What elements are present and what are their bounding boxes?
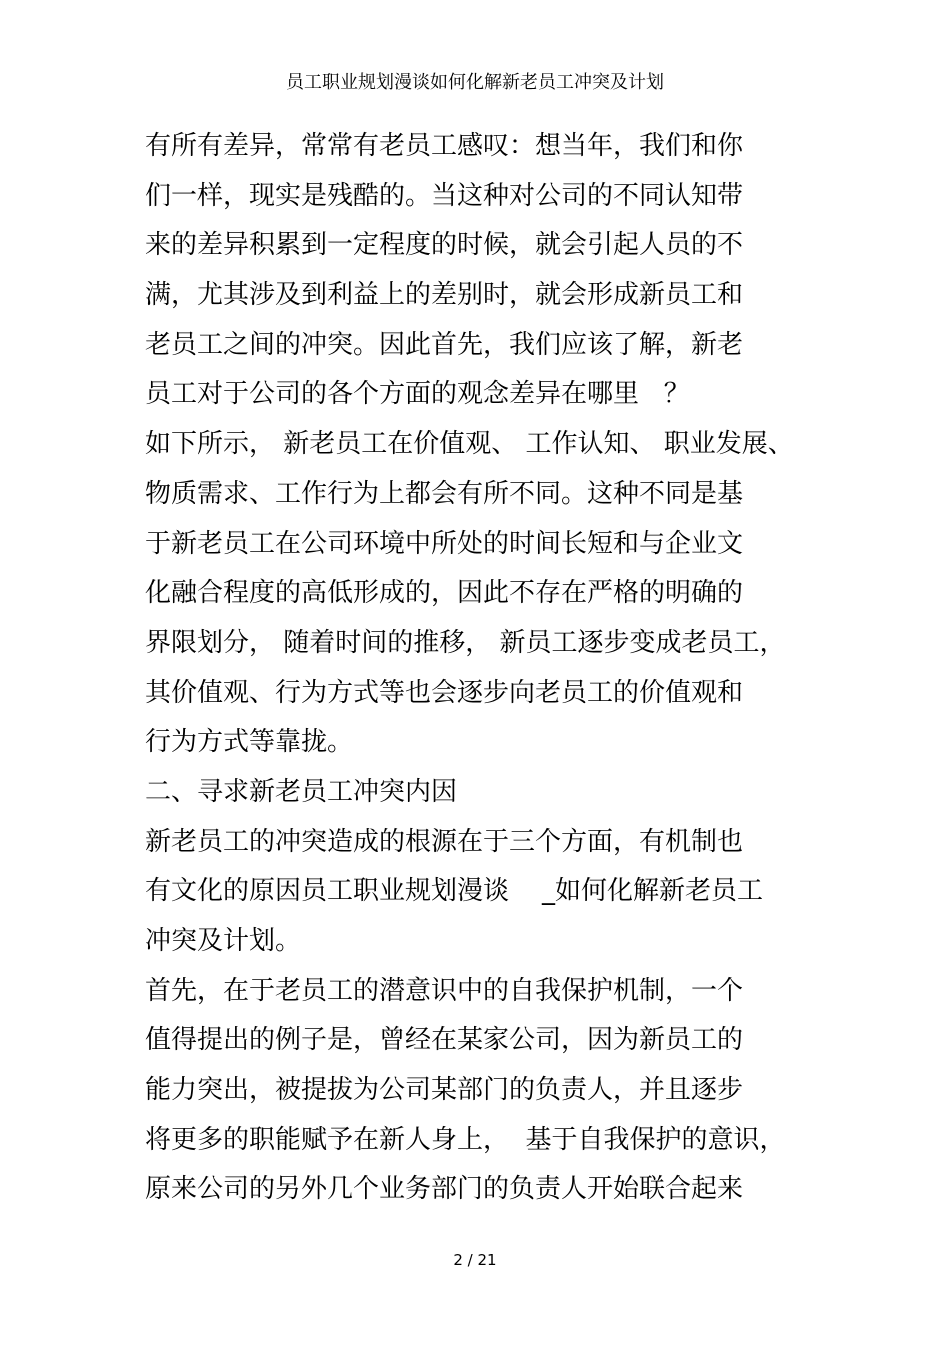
text-line: 能力突出，被提拔为公司某部门的负责人，并且逐步	[145, 1075, 744, 1106]
text-line: 值得提出的例子是，曾经在某家公司，因为新员工的	[145, 1025, 744, 1056]
text-line: 老员工之间的冲突。因此首先，我们应该了解，新老	[145, 329, 744, 360]
running-header: 员工职业规划漫谈如何化解新老员工冲突及计划	[286, 72, 664, 93]
text-line: 如下所示， 新老员工在价值观、 工作认知、 职业发展、	[145, 429, 794, 460]
text-line: 其价值观、行为方式等也会逐步向老员工的价值观和	[145, 677, 744, 708]
text-line: 行为方式等靠拢。	[145, 727, 354, 758]
text-line: 首先，在于老员工的潜意识中的自我保护机制，一个	[145, 975, 744, 1006]
section-heading: 二、寻求新老员工冲突内因	[145, 776, 458, 807]
text-line: 们一样，现实是残酷的。当这种对公司的不同认知带	[145, 180, 744, 211]
text-line: 界限划分， 随着时间的推移， 新员工逐步变成老员工，	[145, 627, 786, 658]
text-line: 新老员工的冲突造成的根源在于三个方面，有机制也	[145, 826, 744, 857]
text-line: 原来公司的另外几个业务部门的负责人开始联合起来	[145, 1174, 744, 1205]
text-line: 员工对于公司的各个方面的观念差异在哪里 ？	[145, 379, 690, 410]
text-line: 冲突及计划。	[145, 926, 302, 956]
body-text	[145, 122, 935, 1215]
text-line: 于新老员工在公司环境中所处的时间长短和与企业文	[145, 528, 744, 559]
page-number: 2 / 21	[453, 1251, 497, 1269]
text-line: 来的差异积累到一定程度的时候，就会引起人员的不	[145, 230, 744, 261]
text-line: 物质需求、工作行为上都会有所不同。这种不同是基	[145, 478, 744, 509]
text-line: 有文化的原因员工职业规划漫谈 _如何化解新老员工	[145, 876, 764, 907]
text-line: 满，尤其涉及到利益上的差别时，就会形成新员工和	[145, 280, 744, 311]
text-line: 化融合程度的高低形成的，因此不存在严格的明确的	[145, 578, 744, 609]
text-line: 有所有差异，常常有老员工感叹：想当年，我们和你	[145, 131, 744, 161]
text-line: 将更多的职能赋予在新人身上， 基于自我保护的意识，	[145, 1124, 786, 1155]
